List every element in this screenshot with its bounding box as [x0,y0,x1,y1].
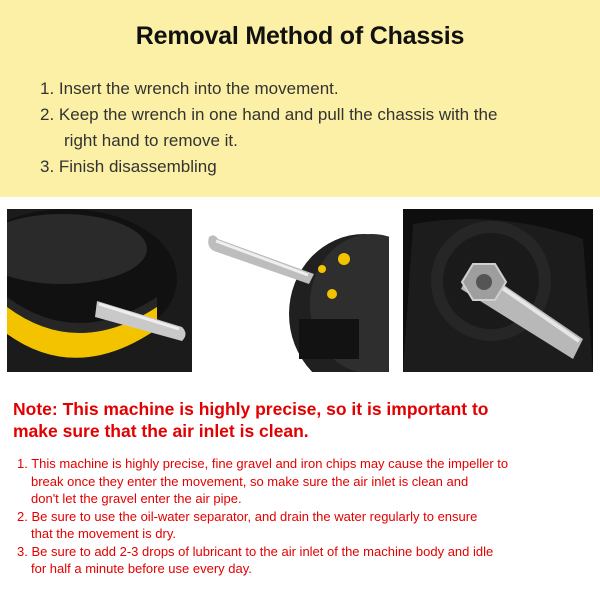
step-2-continued: right hand to remove it. [64,131,238,150]
note-heading-line-2: make sure that the air inlet is clean. [13,421,309,441]
note-heading [13,398,593,442]
photo-pull-chassis [204,209,389,372]
note-item-3: 3. Be sure to add 2-3 drops of lubricant to the air inlet of the machine body and idle [17,543,494,559]
note-item-2: 2. Be sure to use the oil-water separator, and drain the water regularly to ensure [17,508,478,524]
note-item-1-cont: break once they enter the movement, so make sure the air inlet is clean and [31,473,469,489]
step-2: 2. Keep the wrench in one hand and pull the chassis with the [40,105,498,124]
header-panel [0,0,600,197]
note-item-2-cont: that the movement is dry. [31,526,176,541]
photo-hex-nut [403,209,593,372]
step-3: 3. Finish disassembling [40,157,217,176]
photo-wrench-insert [7,209,192,372]
note-item-1-cont: don't let the gravel enter the air pipe. [31,491,242,506]
step-1: 1. Insert the wrench into the movement. [40,79,339,98]
note-heading-line-1: Note: This machine is highly precise, so it is important to [13,399,489,419]
note-item-1: 1. This machine is highly precise, fine gravel and iron chips may cause the impeller to [17,456,509,471]
page-title: Removal Method of Chassis [135,22,465,50]
note-item-3-cont: for half a minute before use every day. [31,561,252,576]
note-list [17,455,593,578]
steps-list [40,76,580,180]
